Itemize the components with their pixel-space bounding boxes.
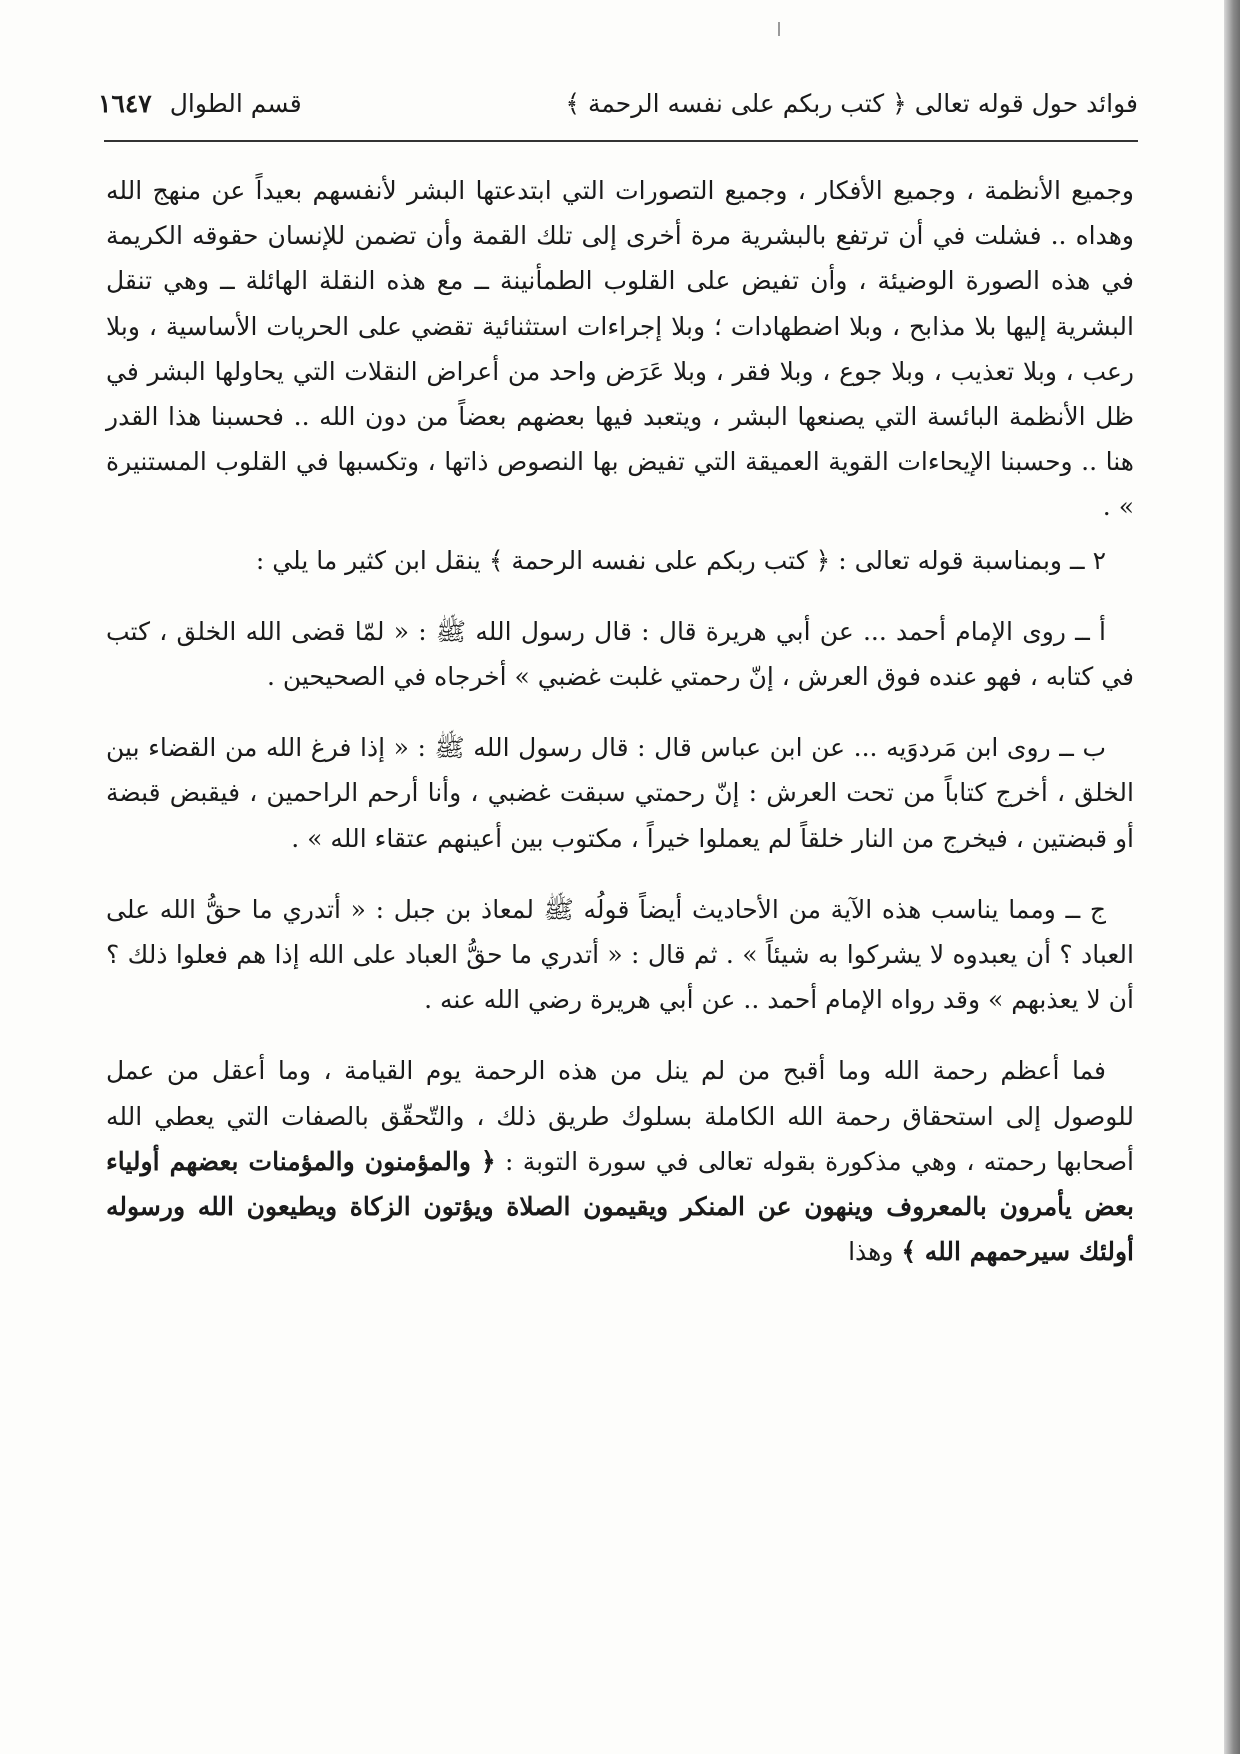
running-title: فوائد حول قوله تعالى ﴿ كتب ربكم على نفسه الرحمة ﴾: [565, 89, 1138, 118]
quran-verse: ﴿ والمؤمنون والمؤمنات بعضهم أولياء بعض يأمرون بالمعروف وينهون عن المنكر ويقيمون الصلاة ويؤتون الزكاة ويطيعون الله ورسوله أولئك سيرحمهم الله ﴾: [106, 1146, 1134, 1267]
paragraph-hadith-a: أ ــ روى الإمام أحمد ... عن أبي هريرة قال : قال رسول الله ﷺ : « لمّا قضى الله الخلق ، كتب في كتابه ، فهو عنده فوق العرش ، إنّ رحمتي غلبت غضبي » أخرجاه في الصحيحين .: [106, 616, 1134, 692]
header-rule: [104, 140, 1138, 142]
section-label: قسم الطوال: [169, 89, 302, 118]
scan-mark: [778, 22, 780, 36]
conclusion-text: فما أعظم رحمة الله وما أقبح من لم ينل من هذه الرحمة يوم القيامة ، وما أعقل من عمل للوصول إلى استحقاق رحمة الله الكاملة بسلوك طريق ذلك ، والتّحقّق بالصفات التي يعطي الله أصحابها رحمته ، وهي مذكورة بقوله تعالى في سورة التوبة :: [106, 1056, 1134, 1176]
running-header: [98, 84, 1138, 134]
continuation-word: وهذا: [848, 1237, 894, 1267]
scan-edge-shadow: [1224, 0, 1240, 1754]
paragraph-point-2: ٢ ــ وبمناسبة قوله تعالى : ﴿ كتب ربكم على نفسه الرحمة ﴾ ينقل ابن كثير ما يلي :: [255, 545, 1106, 575]
paragraph-hadith-b: ب ــ روى ابن مَردوَيه ... عن ابن عباس قال : قال رسول الله ﷺ : « إذا فرغ الله من القضاء بين الخلق ، أخرج كتاباً من تحت العرش : إنّ رحمتي سبقت غضبي ، وأنا أرحم الراحمين ، فيقبض قبضة أو قبضتين ، فيخرج من النار خلقاً لم يعملوا خيراً ، مكتوب بين أعينهم عتقاء الله » .: [106, 733, 1134, 853]
paragraph-hadith-c: ج ــ ومما يناسب هذه الآية من الأحاديث أيضاً قولُه ﷺ لمعاذ بن جبل : « أتدري ما حقُّ الله على العباد ؟ أن يعبدوه لا يشركوا به شيئاً » . ثم قال : « أتدري ما حقُّ العباد على الله إذا هم فعلوا ذلك ؟ أن لا يعذبهم » وقد رواه الإمام أحمد .. عن أبي هريرة رضي الله عنه .: [106, 894, 1134, 1015]
section-info: [98, 84, 302, 124]
body-text: [106, 168, 1134, 1274]
page-number: ١٦٤٧: [98, 89, 152, 118]
paragraph-continuation: وجميع الأنظمة ، وجميع الأفكار ، وجميع التصورات التي ابتدعتها البشر لأنفسهم بعيداً عن منهج الله وهداه .. فشلت في أن ترتفع بالبشرية مرة أخرى إلى تلك القمة وأن تضمن للإنسان حقوقه الكريمة في هذه الصورة الوضيئة ، وأن تفيض على القلوب الطمأنينة ــ مع هذه النقلة الهائلة ــ وهي تنقل البشرية إليها بلا مذابح ، وبلا اضطهادات ؛ وبلا إجراءات استثنائية تقضي على الحريات الأساسية ، وبلا رعب ، وبلا تعذيب ، وبلا جوع ، وبلا فقر ، وبلا عَرَض واحد من أعراض النقلات التي يحاولها البشر في ظل الأنظمة البائسة التي يصنعها البشر ، ويتعبد فيها بعضهم بعضاً من دون الله .. فحسبنا هذا القدر هنا .. وحسبنا الإيحاءات القوية العميقة التي تفيض بها النصوص ذاتها ، وتكسبها في القلوب المستنيرة » .: [106, 176, 1134, 522]
paragraph-conclusion: [106, 1048, 1134, 1274]
